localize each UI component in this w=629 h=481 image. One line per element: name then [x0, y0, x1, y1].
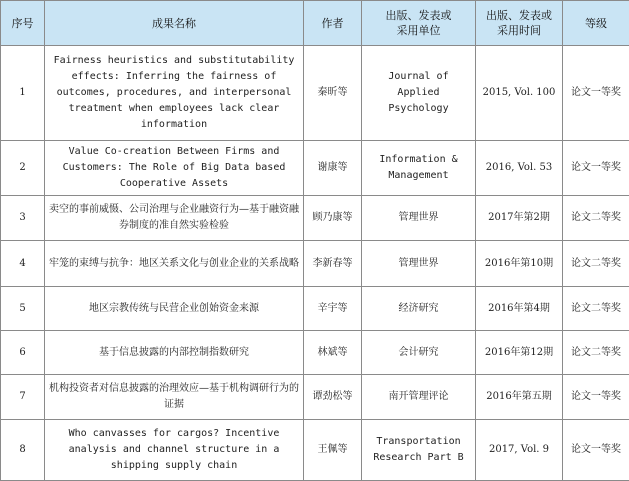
cell-grade: 论文二等奖	[563, 241, 629, 287]
cell-author: 顾乃康等	[304, 196, 362, 241]
cell-title: 基于信息披露的内部控制指数研究	[45, 331, 304, 375]
cell-title: 机构投资者对信息披露的治理效应—基于机构调研行为的证据	[45, 375, 304, 420]
cell-time: 2017年第2期	[476, 196, 563, 241]
cell-venue: 会计研究	[362, 331, 476, 375]
table-row	[1, 375, 629, 420]
cell-grade: 论文一等奖	[563, 420, 629, 481]
cell-time: 2016, Vol. 53	[476, 141, 563, 196]
cell-author: 林斌等	[304, 331, 362, 375]
header-author: 作者	[304, 1, 362, 46]
cell-grade: 论文一等奖	[563, 375, 629, 420]
cell-time: 2015, Vol. 100	[476, 46, 563, 141]
cell-time: 2016年第12期	[476, 331, 563, 375]
cell-index: 7	[1, 375, 45, 420]
cell-grade: 论文一等奖	[563, 46, 629, 141]
table-row	[1, 331, 629, 375]
header-index: 序号	[1, 1, 45, 46]
cell-index: 2	[1, 141, 45, 196]
table-row	[1, 141, 629, 196]
header-row	[1, 1, 629, 46]
cell-author: 王佩等	[304, 420, 362, 481]
cell-author: 谢康等	[304, 141, 362, 196]
cell-time: 2017, Vol. 9	[476, 420, 563, 481]
table-row	[1, 241, 629, 287]
cell-index: 4	[1, 241, 45, 287]
cell-time: 2016年第4期	[476, 287, 563, 331]
cell-title: 地区宗教传统与民营企业创始资金来源	[45, 287, 304, 331]
table-row	[1, 196, 629, 241]
cell-index: 8	[1, 420, 45, 481]
cell-title: 卖空的事前威慑、公司治理与企业融资行为—基于融资融券制度的准自然实验检验	[45, 196, 304, 241]
cell-title: Who canvasses for cargos? Incentive analysis and channel structure in a shipping supply chain	[45, 420, 304, 481]
cell-index: 5	[1, 287, 45, 331]
cell-grade: 论文二等奖	[563, 196, 629, 241]
cell-author: 谭劲松等	[304, 375, 362, 420]
header-venue: 出版、发表或 采用单位	[362, 1, 476, 46]
cell-venue: 经济研究	[362, 287, 476, 331]
cell-grade: 论文二等奖	[563, 331, 629, 375]
cell-time: 2016年第10期	[476, 241, 563, 287]
cell-index: 6	[1, 331, 45, 375]
table-row	[1, 420, 629, 481]
header-grade: 等级	[563, 1, 629, 46]
cell-venue: 南开管理评论	[362, 375, 476, 420]
cell-time: 2016年第五期	[476, 375, 563, 420]
header-title: 成果名称	[45, 1, 304, 46]
cell-author: 李新春等	[304, 241, 362, 287]
cell-author: 秦昕等	[304, 46, 362, 141]
cell-title: Value Co-creation Between Firms and Customers: The Role of Big Data based Cooperative Assets	[45, 141, 304, 196]
table-row	[1, 287, 629, 331]
cell-venue: 管理世界	[362, 241, 476, 287]
cell-venue: Journal of Applied Psychology	[362, 46, 476, 141]
table-row	[1, 46, 629, 141]
header-time: 出版、发表或 采用时间	[476, 1, 563, 46]
cell-venue: Transportation Research Part B	[362, 420, 476, 481]
cell-author: 辛宇等	[304, 287, 362, 331]
cell-index: 1	[1, 46, 45, 141]
cell-index: 3	[1, 196, 45, 241]
cell-venue: Information & Management	[362, 141, 476, 196]
cell-grade: 论文一等奖	[563, 141, 629, 196]
cell-grade: 论文二等奖	[563, 287, 629, 331]
cell-title: Fairness heuristics and substitutability effects: Inferring the fairness of outcomes, procedures, and interpersonal treatment when employees lack clear information	[45, 46, 304, 141]
cell-venue: 管理世界	[362, 196, 476, 241]
cell-title: 牢笼的束缚与抗争：地区关系文化与创业企业的关系战略	[45, 241, 304, 287]
